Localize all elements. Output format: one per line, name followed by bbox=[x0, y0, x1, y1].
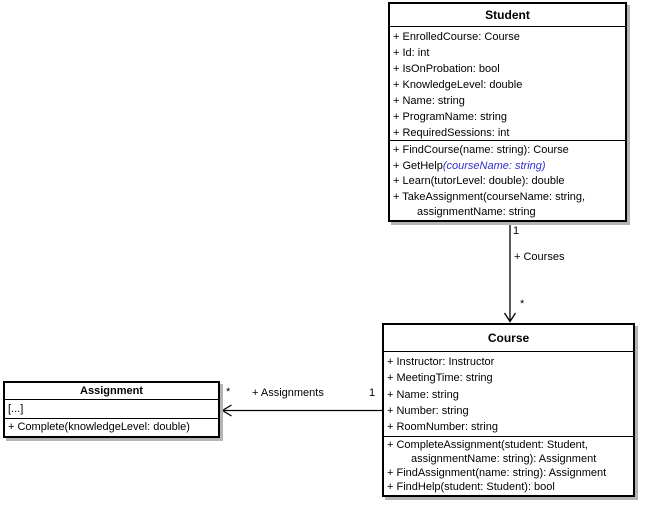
class-title: Student bbox=[390, 4, 625, 27]
attribute-row: + Number: string bbox=[387, 404, 469, 417]
attributes-compartment bbox=[5, 400, 218, 419]
methods-compartment bbox=[384, 437, 633, 495]
method-text: + GetHelp bbox=[393, 159, 443, 172]
attribute-row: + IsOnProbation: bool bbox=[393, 63, 500, 75]
role-label-assignments: + Assignments bbox=[252, 387, 324, 399]
attribute-row: + Instructor: Instructor bbox=[387, 356, 495, 368]
class-box-student[interactable] bbox=[388, 2, 627, 222]
multiplicity-label-student-end: 1 bbox=[513, 225, 520, 237]
attribute-row: + RequiredSessions: int bbox=[393, 127, 510, 139]
method-row: + Learn(tutorLevel: double): double bbox=[393, 175, 565, 187]
attributes-compartment bbox=[390, 27, 625, 141]
class-title: Course bbox=[384, 325, 633, 352]
method-row: + CompleteAssignment(student: Student, bbox=[387, 439, 588, 451]
methods-compartment bbox=[390, 141, 625, 220]
attribute-row: + RoomNumber: string bbox=[387, 421, 498, 434]
multiplicity-label-course-end-2: 1 bbox=[369, 387, 376, 399]
attribute-row: + KnowledgeLevel: double bbox=[393, 79, 523, 91]
attribute-row: [...] bbox=[8, 403, 24, 415]
multiplicity-label-course-end: * bbox=[520, 298, 525, 310]
method-row bbox=[393, 159, 623, 175]
method-row-wrapped: assignmentName: string bbox=[417, 206, 536, 218]
method-row: + FindAssignment(name: string): Assignment bbox=[387, 467, 607, 479]
attribute-row: + Name: string bbox=[387, 388, 459, 401]
multiplicity-label-assignment-end: * bbox=[226, 386, 231, 398]
class-box-course[interactable] bbox=[382, 323, 635, 497]
attribute-row: + Id: int bbox=[393, 47, 430, 59]
attribute-row: + EnrolledCourse: Course bbox=[393, 31, 520, 43]
method-row: + TakeAssignment(courseName: string, bbox=[393, 190, 586, 203]
class-title: Assignment bbox=[5, 383, 218, 400]
method-row: + FindHelp(student: Student): bool bbox=[387, 481, 555, 493]
attribute-row: + ProgramName: string bbox=[393, 111, 508, 123]
attribute-row: + MeetingTime: string bbox=[387, 372, 493, 385]
method-param-highlight: (courseName: string) bbox=[442, 159, 546, 172]
class-box-assignment[interactable] bbox=[3, 381, 220, 438]
method-row: + Complete(knowledgeLevel: double) bbox=[8, 421, 190, 433]
role-label-courses: + Courses bbox=[514, 251, 565, 263]
method-row: + FindCourse(name: string): Course bbox=[393, 144, 569, 156]
methods-compartment bbox=[5, 419, 218, 436]
attribute-row: + Name: string bbox=[393, 95, 465, 107]
attributes-compartment bbox=[384, 352, 633, 437]
method-row-wrapped: assignmentName: string): Assignment bbox=[411, 453, 597, 465]
